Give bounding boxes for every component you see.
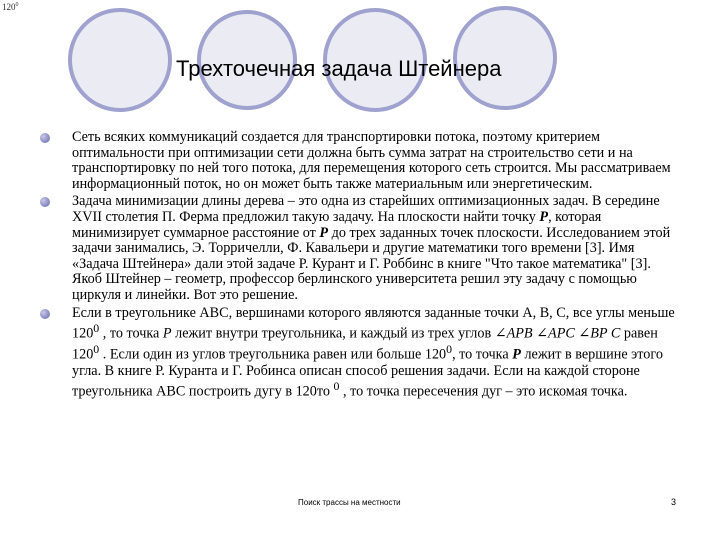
slide-footer: Поиск трассы на местности [298, 498, 401, 507]
degree-sup: 0 [93, 321, 100, 336]
corner-label-text: 120 [2, 2, 16, 12]
bullet-list [40, 130, 680, 403]
bullet-3-part-4: равен 120 [72, 325, 658, 364]
bullet-2-part-3: до трех заданных точек плоскости. Исследованием этой задачи занимались, Э. Торричелли, Ф. Кавальери и другие математики того времени [3]. Имя «Задача Штейнера» дали этой задаче Р. Курант и Г. Роббинс в книге "Что такое математика" [3]. Якоб Штейнер – геометр, профессор берлинского университета решил эту задачу с помощью циркуля и линейки. Вот это решение. [72, 224, 671, 303]
bullet-3-part-6: , то точка [452, 347, 513, 364]
angle-apc: APC [548, 325, 575, 342]
bullet-dot-icon [40, 133, 50, 143]
angle-icon: ∠ [494, 325, 507, 342]
angle-bpc: BP C [590, 325, 621, 342]
bullet-3-part-8: , то точка пересечения дуг – это искомая точка. [339, 384, 628, 401]
degree-sup: 0 [93, 342, 100, 357]
bullet-item-2 [40, 194, 680, 303]
degree-sup: 0 [446, 342, 453, 357]
bullet-dot-icon [40, 309, 50, 319]
bullet-2-part-1: Задача минимизации длины дерева – это одна из старейших оптимизационных задач. В середине XVII столетия П. Ферма предложил такую задачу. На плоскости найти точку [72, 193, 660, 225]
bullet-1-text: Сеть всяких коммуникаций создается для транспортировки потока, поэтому критерием оптимальности при оптимизации сети должна быть сумма затрат на строительство сети и на транспортировку по ней того потока, для перемещения которого сеть строится. Мы рассматриваем информационный поток, но он может быть также материальным или энергетическим. [72, 129, 671, 192]
bullet-3-part-1: Если в треугольнике ABC, вершинами которого являются заданные точки A, B, C, все углы меньше 120 [72, 304, 675, 342]
point-p: P [162, 325, 172, 342]
angle-icon: ∠ [532, 325, 549, 342]
point-p: P [539, 208, 549, 225]
corner-label-sup: 0 [15, 2, 19, 8]
bullet-3-part-3: лежит внутри треугольника, и каждый из трех углов [171, 325, 495, 342]
angle-apb: APB [506, 325, 533, 342]
point-p: P [512, 347, 521, 364]
bullet-3-part-5: . Если один из углов треугольника равен или больше 120 [99, 347, 447, 364]
bullet-3-part-7: лежит в вершине этого угла. В книге Р. Куранта и Г. Робинса описан способ решения задачи. Если на каждой стороне треугольника ABC построить дугу в 120то [72, 347, 663, 401]
decor-circle-1 [70, 10, 170, 110]
angle-icon: ∠ [574, 325, 591, 342]
bullet-dot-icon [40, 197, 50, 207]
slide-title: Трехточечная задача Штейнера [176, 56, 502, 81]
degree-sup: 0 [333, 379, 340, 394]
bullet-2-part-2: , которая минимизирует суммарное расстояние от [72, 208, 602, 241]
bullet-3-part-2: , то точка [99, 325, 163, 342]
page-number: 3 [671, 497, 677, 507]
point-p: P [319, 224, 329, 241]
bullet-item-3 [40, 306, 680, 401]
bullet-item-1 [40, 130, 680, 192]
